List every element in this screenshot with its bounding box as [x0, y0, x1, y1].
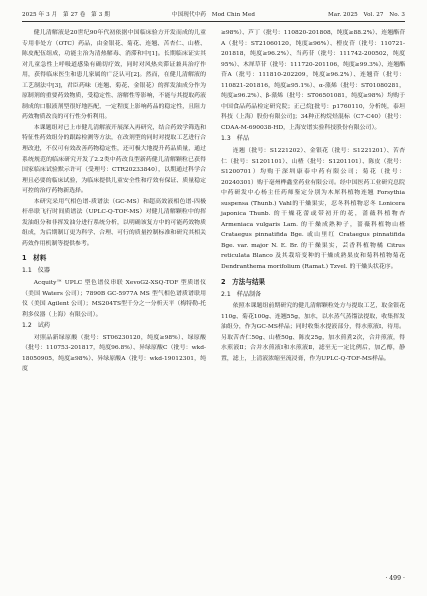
section-1-1-heading: 1.1 仪器: [22, 267, 50, 275]
section-1-2-heading: 1.2 试药: [22, 322, 50, 330]
instruments-paragraph: Acquity™ UPLC 型色谱仪串联 XevoG2-XSQ-TOF 型质谱仪（美国 Waters 公司）；7890B GC-5977A MS 型气相色谱质谱联用仪（美国 Agilent 公司）；MS204TS型千分之一分析天平（梅特勒-托利多仪器（上海）有限公司）。: [22, 279, 206, 318]
header-rule: [22, 21, 405, 22]
section-2-heading: 2 方法与结果: [221, 277, 266, 286]
intro-paragraph-2: 本课题组对已上市健儿清解液开展深入再研究，结合药效学筛选和特征性药效组分的跟踪检测等方法，在改剂型的同时对提取工艺进行合理改进，不仅可有效改善药物稳定性，还可极大地提升药品质量，通过系统规范的临床研究开发了2.2类中药改良型新药健儿清解颗粒已获得国家临床试验默示许可（受理号：CTR20233840），以期通过科学合理且必要的临床试验，为临床提供儿童安全性和疗效有保证、质量稳定可控的治疗药物新选择。: [22, 124, 206, 195]
reagents-paragraph: 对照品新绿原酸（批号：ST06230120，纯度≥98%）、绿原酸（批号：110753-201817，纯度96.8%）、异绿原酸C（批号：wkd-18050905，纯度≥98%）、异绿原酸A（批号：wkd-19012301，纯度: [22, 334, 206, 373]
sample-prep-paragraph: 依照本课题组前期研究的健儿清解颗粒处方与提取工艺，取金银花110g、菊花100g、连翘55g，加水，以水蒸气蒸馏法提取，收集挥发油组分，作为GC-MS样品；同时收集水提液部分，得水煎液Ⅰ，待用。另取苦杏仁50g、山楂50g、陈皮25g，加水煎煮2次，合并煎液，得水煎液Ⅱ；合并水煎液Ⅰ和水煎液Ⅱ，滤至无一定比例后，加乙醇，静置，滤上，上清液浓缩至流浸膏，作为UPLC-Q-TOF-MS样品。: [221, 303, 405, 362]
intro-paragraph-1: 健儿清解液是20世纪90年代初依据中国临床验方开发而成的儿童专用非处方（OTC）药品，由金银花、菊花、连翘、苦杏仁、山楂、陈皮配伍组成，功能主治为清热解毒、消滞和中[1]。长期临床证实其对儿童急性上呼吸道感染有确切疗效，同时对风热夹滞证兼具治疗作用，获得临床医生和患儿家属的广泛认可[2]。然而，在健儿清解液的工艺制法中[3]，君臣药味（连翘、菊花、金银花）的挥发油成分作为原制剂的重要药效物质，受稳定性、溶解性等影响，不能与其提取药液制成的口服液剂型很好地匹配，一定程度上影响药品的稳定性，且阻力药效物质改良的可行性分析利用。: [22, 30, 206, 121]
section-2-1-heading: 2.1 样品制备: [221, 290, 262, 298]
header-volume-info: Mar. 2025 Vol. 27 No. 3: [327, 12, 405, 18]
intro-paragraph-3: 本研究采用气相色谱-质谱法（GC-MS）和超高效液相色谱-四极杆串联飞行时间质谱法（UPLC-Q-TOF-MS）对健儿清解颗粒中的挥发油组分和非挥发油分进行系统分析，以明确该复方中的可能药效物质组成，为后期制订更为科学、合理、可行的质量控制标准和研究其相关药效作用机制等提供参考。: [22, 198, 206, 247]
page-number: · 499 ·: [385, 575, 405, 582]
section-1-heading: 1 材料: [22, 254, 47, 263]
samples-paragraph: 连翘（批号：S1221202）、金银花（批号：S1221201）、苦杏仁（批号：S1201101）、山楂（批号：S1201101）、陈皮（批号：S1200701）均购于深圳康泰中药有限公司；菊花（批号：20240301）购于亳州桦鑫堂药业有限公司。经中国医药工业研究总院中药研发中心杨主任药师鉴定分别为木犀科植物连翘 Forsythia suspensa (Thunb.) Vahl的干燥果实，忍冬科植物忍冬 Lonicera japonica Thunb. 的干燥花蕾或带初开的花，蔷薇科植物杏 Armeniaca vulgaris Lam. 的干燥成熟种子，蔷薇科植物山楂 Crataegus pinnatifida Bge. 或山里红 Crataegus pinnatifida Bge. var. major N. E. Br. 的干燥果实，芸香科植物橘 Citrus reticulata Blanco 及其栽培变种的干燥成熟果皮和菊科植物菊花 Dendranthema morifolium (Ramat.) Tzvel. 的干燥头状花序。: [221, 147, 405, 270]
right-column: [221, 28, 405, 364]
header-issue-info: 2025 年 3 月 第 27 卷 第 3 期: [22, 12, 110, 18]
section-1-3-heading: 1.3 样品: [221, 135, 249, 143]
reagents-continued-paragraph: ≥98%）、芦丁（批号：110820-201808，纯度≥88.2%）、连翘酯苷A（批号：ST21060120，纯度≥96%）、橙皮苷（批号：110721-201818，纯度≥96.2%）、当药苷（批号：111742-200502，纯度95%）、木犀草苷（批号：111720-201106，纯度≥99.3%）、连翘酯苷A（批号：111810-202209，纯度≥96.2%）、连翘苷（批号：110821-201816，纯度≥95.1%）、α-蒎烯（批号：ST01080281，纯度≥96.2%）、β-蒎烯（批号：ST06501081，纯度≥98%）均购于中国食品药品检定研究院；正己烷[批号：p1760110，分析纯，泰坦科技（上海）股份有限公司]；34种正构烷烃混标（C7-C40）（批号：CDAA-M-690038-HD，上海安谱实验科技股份有限公司）。: [221, 30, 405, 131]
left-column: [22, 28, 206, 375]
header-journal-name: 中国现代中药 Mod Chin Med: [171, 12, 256, 18]
